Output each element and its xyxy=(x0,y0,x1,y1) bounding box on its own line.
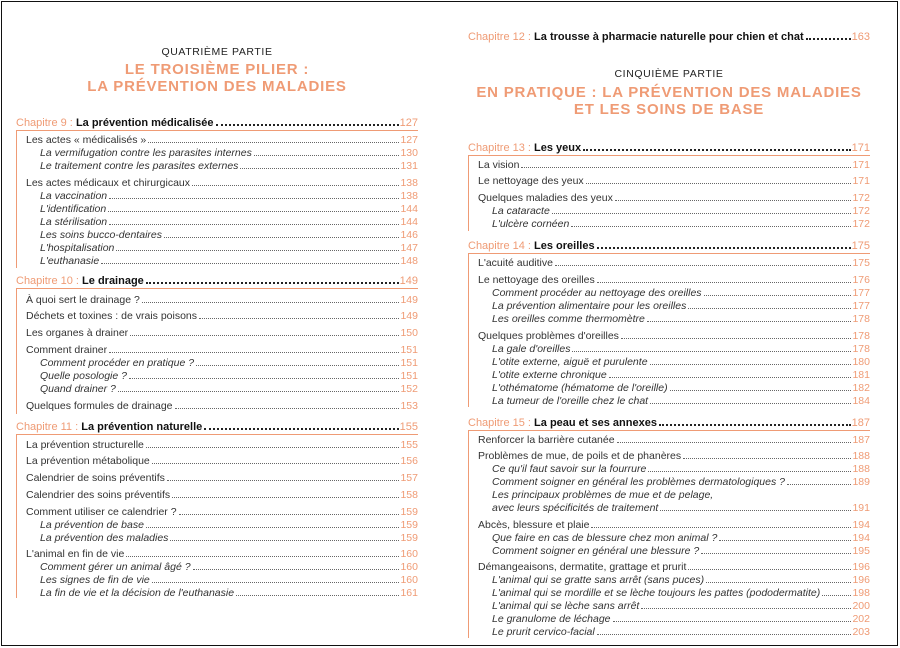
entry-text: La cataracte xyxy=(492,205,550,217)
toc-entry[interactable] xyxy=(16,326,418,339)
toc-subentry[interactable] xyxy=(16,531,418,544)
entry-text: Les oreilles comme thermomètre xyxy=(492,313,645,325)
part-title-line: LA PRÉVENTION DES MALADIES xyxy=(87,78,347,95)
chapter-number: Chapitre 13 : xyxy=(468,142,531,154)
leader-dots xyxy=(704,295,852,296)
page-number: 182 xyxy=(852,382,870,394)
page-number: 176 xyxy=(852,274,870,286)
page-number: 171 xyxy=(852,175,870,187)
toc-entry[interactable] xyxy=(468,518,870,531)
page-number: 127 xyxy=(400,134,418,146)
page-number: 172 xyxy=(852,218,870,230)
toc-entry[interactable] xyxy=(16,454,418,467)
page-number: 175 xyxy=(851,240,870,252)
leader-dots xyxy=(146,282,399,284)
toc-subentry[interactable] xyxy=(16,369,418,382)
part-label: CINQUIÈME PARTIE xyxy=(614,68,724,80)
leader-dots xyxy=(196,365,399,366)
leader-dots xyxy=(254,155,400,156)
page-number: 144 xyxy=(400,216,418,228)
page-number: 150 xyxy=(400,327,418,339)
part-title-line: EN PRATIQUE : LA PRÉVENTION DES MALADIES xyxy=(476,84,862,101)
chapter-title: Le drainage xyxy=(82,275,144,287)
page-number: 194 xyxy=(852,519,870,531)
entry-text: Ce qu'il faut savoir sur la fourrure xyxy=(492,463,647,475)
leader-dots xyxy=(152,582,400,583)
toc-subentry[interactable] xyxy=(16,518,418,531)
chapter-number: Chapitre 14 : xyxy=(468,240,531,252)
toc-entry[interactable] xyxy=(16,505,418,518)
entry-text: avec leurs spécificités de traitement xyxy=(492,502,659,514)
page-number: 159 xyxy=(400,506,418,518)
page-number: 195 xyxy=(852,545,870,557)
entry-text: Comment drainer xyxy=(26,344,108,356)
chapter-rule xyxy=(16,288,418,289)
toc-subentry[interactable] xyxy=(468,381,870,394)
entry-text: Comment procéder au nettoyage des oreilles xyxy=(492,287,702,299)
entry-text: Comment utiliser ce calendrier ? xyxy=(26,506,177,518)
entry-text: La vision xyxy=(478,159,520,171)
leader-dots xyxy=(650,364,852,365)
entry-text: L'hospitalisation xyxy=(40,242,115,254)
leader-dots xyxy=(175,408,400,409)
chapter-rule xyxy=(16,130,418,131)
toc-entry[interactable] xyxy=(468,273,870,286)
entry-text: Le prurit cervico-facial xyxy=(492,626,595,638)
entry-text: L'acuité auditive xyxy=(478,257,553,269)
chapter-title: La trousse à pharmacie naturelle pour chien et chat xyxy=(534,31,804,43)
page-number: 155 xyxy=(399,421,418,433)
leader-dots xyxy=(701,553,851,554)
page-number: 194 xyxy=(852,532,870,544)
entry-text: Le nettoyage des yeux xyxy=(478,175,584,187)
chapter-rule xyxy=(468,430,870,431)
page-number: 161 xyxy=(400,587,418,599)
leader-dots xyxy=(591,527,851,528)
toc-subentry[interactable] xyxy=(468,501,870,514)
leader-dots xyxy=(521,167,851,168)
leader-dots xyxy=(170,540,399,541)
leader-dots xyxy=(172,497,399,498)
page-number: 146 xyxy=(400,229,418,241)
entry-text: Les principaux problèmes de mue et de pelage, xyxy=(492,489,714,501)
page-number: 144 xyxy=(400,203,418,215)
page-number: 151 xyxy=(400,357,418,369)
entry-text: Démangeaisons, dermatite, grattage et prurit xyxy=(478,561,687,573)
chapter-number: Chapitre 12 : xyxy=(468,31,531,43)
chapter-number: Chapitre 11 : xyxy=(16,421,79,433)
chapter-rule xyxy=(468,155,870,156)
toc-subentry[interactable] xyxy=(468,217,870,230)
page-number: 175 xyxy=(852,257,870,269)
entry-text: L'euthanasie xyxy=(40,255,100,267)
toc-entry[interactable] xyxy=(16,399,418,412)
entry-text: L'animal qui se gratte sans arrêt (sans puces) xyxy=(492,574,705,586)
toc-subentry[interactable] xyxy=(468,286,870,299)
leader-dots xyxy=(670,390,852,391)
leader-dots xyxy=(109,352,399,353)
entry-text: La prévention de base xyxy=(40,519,144,531)
leader-dots xyxy=(615,200,852,201)
leader-dots xyxy=(650,403,851,404)
entry-text: Quelques formules de drainage xyxy=(26,400,173,412)
page-number: 127 xyxy=(399,117,418,129)
entry-text: Abcès, blessure et plaie xyxy=(478,519,590,531)
page-number: 184 xyxy=(852,395,870,407)
toc-subentry[interactable] xyxy=(468,599,870,612)
page-number: 198 xyxy=(852,587,870,599)
toc-subentry[interactable] xyxy=(16,146,418,159)
leader-dots xyxy=(129,378,399,379)
page-number: 191 xyxy=(852,502,870,514)
entry-text: Comment gérer un animal âgé ? xyxy=(40,561,191,573)
entry-text: Quelle posologie ? xyxy=(40,370,127,382)
leader-dots xyxy=(152,463,400,464)
toc-entry[interactable] xyxy=(16,176,418,189)
page-number: 156 xyxy=(400,455,418,467)
leader-dots xyxy=(118,391,400,392)
page-number: 187 xyxy=(852,434,870,446)
entry-text: Les organes à drainer xyxy=(26,327,129,339)
leader-dots xyxy=(688,569,851,570)
leader-dots xyxy=(572,351,851,352)
part-title xyxy=(468,84,870,118)
page-number: 178 xyxy=(852,343,870,355)
chapter-heading[interactable] xyxy=(468,141,870,154)
page-number: 157 xyxy=(400,472,418,484)
part-title xyxy=(16,61,418,95)
entry-text: L'animal en fin de vie xyxy=(26,548,125,560)
page-number: 172 xyxy=(852,192,870,204)
chapter-number: Chapitre 10 : xyxy=(16,275,79,287)
page-number: 200 xyxy=(852,600,870,612)
toc-entry[interactable] xyxy=(468,174,870,187)
page-number: 158 xyxy=(400,489,418,501)
entry-text: L'otite externe, aiguë et purulente xyxy=(492,356,648,368)
page-number: 152 xyxy=(400,383,418,395)
entry-text: La vermifugation contre les parasites internes xyxy=(40,147,252,159)
leader-dots xyxy=(597,247,851,249)
chapter-heading[interactable] xyxy=(16,116,418,129)
chapter-title: Les oreilles xyxy=(534,240,595,252)
leader-dots xyxy=(597,634,852,635)
entry-text: Les actes « médicalisés » xyxy=(26,134,147,146)
leader-dots xyxy=(101,263,399,264)
page-number: 177 xyxy=(852,287,870,299)
page-number: 171 xyxy=(851,142,870,154)
chapter-heading[interactable] xyxy=(468,30,870,43)
leader-dots xyxy=(787,484,851,485)
entry-text: À quoi sert le drainage ? xyxy=(26,294,140,306)
page-number: 189 xyxy=(852,476,870,488)
leader-dots xyxy=(179,514,400,515)
toc-entry[interactable] xyxy=(16,133,418,146)
toc-subentry[interactable] xyxy=(16,215,418,228)
entry-text: L'animal qui se mordille et se lèche toujours les pattes (pododermatite) xyxy=(492,587,821,599)
leader-dots xyxy=(683,458,851,459)
leader-dots xyxy=(552,213,852,214)
page-number: 148 xyxy=(400,255,418,267)
toc-subentry[interactable] xyxy=(16,228,418,241)
page-number: 188 xyxy=(852,463,870,475)
page-number: 188 xyxy=(852,450,870,462)
toc-subentry[interactable] xyxy=(16,202,418,215)
entry-text: L'othématome (hématome de l'oreille) xyxy=(492,382,668,394)
toc-entry[interactable] xyxy=(468,256,870,269)
right-page xyxy=(468,2,870,645)
toc-entry[interactable] xyxy=(468,560,870,573)
chapter-title: La prévention médicalisée xyxy=(75,117,214,129)
entry-text: Quelques problèmes d'oreilles xyxy=(478,330,619,342)
toc-subentry[interactable] xyxy=(16,573,418,586)
leader-dots xyxy=(199,318,399,319)
toc-entry[interactable] xyxy=(16,293,418,306)
leader-dots xyxy=(126,556,399,557)
toc-subentry[interactable] xyxy=(468,586,870,599)
entry-text: Quand drainer ? xyxy=(40,383,116,395)
toc-entry[interactable] xyxy=(468,433,870,446)
page-number: 159 xyxy=(400,519,418,531)
leader-dots xyxy=(109,198,399,199)
chapter-heading[interactable] xyxy=(468,416,870,429)
leader-dots xyxy=(583,149,851,151)
toc-subentry[interactable] xyxy=(16,560,418,573)
toc-subentry[interactable] xyxy=(468,394,870,407)
toc-entry[interactable] xyxy=(16,343,418,356)
toc-entry[interactable] xyxy=(16,471,418,484)
toc-subentry[interactable] xyxy=(468,355,870,368)
leader-dots xyxy=(660,510,851,511)
part-label: QUATRIÈME PARTIE xyxy=(161,46,273,58)
page-number: 138 xyxy=(400,177,418,189)
entry-text: L'otite externe chronique xyxy=(492,369,607,381)
leader-dots xyxy=(648,471,851,472)
chapter-title: Les yeux xyxy=(534,142,582,154)
toc-subentry[interactable] xyxy=(16,241,418,254)
toc-subentry[interactable] xyxy=(468,204,870,217)
entry-text: Le nettoyage des oreilles xyxy=(478,274,595,286)
toc-subentry[interactable] xyxy=(468,462,870,475)
page-number: 149 xyxy=(399,275,418,287)
leader-dots xyxy=(130,335,399,336)
entry-text: Que faire en cas de blessure chez mon animal ? xyxy=(492,532,718,544)
page-number: 160 xyxy=(400,574,418,586)
entry-text: Les signes de fin de vie xyxy=(40,574,150,586)
entry-text: La gale d'oreilles xyxy=(492,343,571,355)
page-number: 151 xyxy=(400,370,418,382)
page-number: 160 xyxy=(400,548,418,560)
toc-entry[interactable] xyxy=(16,309,418,322)
chapter-title: La peau et ses annexes xyxy=(534,417,657,429)
leader-dots xyxy=(555,265,851,266)
entry-text: La fin de vie et la décision de l'euthanasie xyxy=(40,587,235,599)
part-title-line: ET LES SOINS DE BASE xyxy=(573,101,765,118)
toc-subentry[interactable] xyxy=(468,489,870,501)
page-number: 172 xyxy=(852,205,870,217)
leader-dots xyxy=(719,540,851,541)
leader-dots xyxy=(617,442,852,443)
leader-dots xyxy=(609,377,852,378)
toc-entry[interactable] xyxy=(468,449,870,462)
page-number: 151 xyxy=(400,344,418,356)
page-number: 178 xyxy=(852,313,870,325)
toc-entry[interactable] xyxy=(468,329,870,342)
toc-subentry[interactable] xyxy=(16,382,418,395)
toc-entry[interactable] xyxy=(16,547,418,560)
entry-text: Comment soigner en général les problèmes dermatologiques ? xyxy=(492,476,785,488)
toc-subentry[interactable] xyxy=(16,189,418,202)
page-number: 163 xyxy=(851,31,870,43)
toc-subentry[interactable] xyxy=(468,299,870,312)
page-number: 147 xyxy=(400,242,418,254)
leader-dots xyxy=(586,183,852,184)
leader-dots xyxy=(571,226,851,227)
leader-dots xyxy=(164,237,399,238)
leader-dots xyxy=(148,142,399,143)
entry-text: La prévention métabolique xyxy=(26,455,150,467)
page-number: 153 xyxy=(400,400,418,412)
chapter-heading[interactable] xyxy=(16,274,418,287)
entry-text: Les soins bucco-dentaires xyxy=(40,229,162,241)
chapter-heading[interactable] xyxy=(16,420,418,433)
toc-subentry[interactable] xyxy=(468,612,870,625)
entry-text: L'identification xyxy=(40,203,107,215)
toc-entry[interactable] xyxy=(16,438,418,451)
toc-entry[interactable] xyxy=(16,488,418,501)
entry-text: La prévention structurelle xyxy=(26,439,144,451)
page-number: 178 xyxy=(852,330,870,342)
toc-subentry[interactable] xyxy=(16,586,418,599)
entry-text: Le granulome de léchage xyxy=(492,613,611,625)
toc-subentry[interactable] xyxy=(468,368,870,381)
chapter-number: Chapitre 9 : xyxy=(16,117,73,129)
page-number: 131 xyxy=(400,160,418,172)
leader-dots xyxy=(192,185,399,186)
leader-dots xyxy=(167,480,400,481)
toc-subentry[interactable] xyxy=(16,356,418,369)
leader-dots xyxy=(236,595,399,596)
page-number: 181 xyxy=(852,369,870,381)
page-number: 180 xyxy=(852,356,870,368)
entry-text: Comment soigner en général une blessure ? xyxy=(492,545,700,557)
toc-subentry[interactable] xyxy=(468,544,870,557)
leader-dots xyxy=(659,424,851,426)
chapter-heading[interactable] xyxy=(468,239,870,252)
leader-dots xyxy=(240,168,399,169)
entry-text: La vaccination xyxy=(40,190,108,202)
entry-text: Comment procéder en pratique ? xyxy=(40,357,195,369)
entry-text: L'animal qui se lèche sans arrêt xyxy=(492,600,640,612)
page-number: 159 xyxy=(400,532,418,544)
page-number: 171 xyxy=(852,159,870,171)
page-number: 130 xyxy=(400,147,418,159)
entry-text: L'ulcère cornéen xyxy=(492,218,570,230)
leader-dots xyxy=(108,211,399,212)
page-number: 202 xyxy=(852,613,870,625)
toc-subentry[interactable] xyxy=(468,475,870,488)
entry-text: Le traitement contre les parasites externes xyxy=(40,160,239,172)
entry-text: Calendrier de soins préventifs xyxy=(26,472,165,484)
chapter-title: La prévention naturelle xyxy=(81,421,203,433)
page-number: 160 xyxy=(400,561,418,573)
toc-subentry[interactable] xyxy=(468,625,870,638)
page-number: 187 xyxy=(851,417,870,429)
leader-dots xyxy=(204,428,398,430)
entry-text: Problèmes de mue, de poils et de phanères xyxy=(478,450,682,462)
leader-dots xyxy=(647,321,852,322)
leader-dots xyxy=(193,569,400,570)
page-number: 196 xyxy=(852,574,870,586)
entry-text: La stérilisation xyxy=(40,216,108,228)
leader-dots xyxy=(597,282,852,283)
part-title-line: LE TROISIÈME PILIER : xyxy=(124,61,310,78)
chapter-rule xyxy=(468,253,870,254)
leader-dots xyxy=(822,595,851,596)
entry-text: La prévention alimentaire pour les oreilles xyxy=(492,300,687,312)
toc-entry[interactable] xyxy=(468,158,870,171)
page-number: 177 xyxy=(852,300,870,312)
toc-subentry[interactable] xyxy=(16,159,418,172)
page-number: 138 xyxy=(400,190,418,202)
leader-dots xyxy=(146,527,400,528)
leader-dots xyxy=(116,250,399,251)
toc-subentry[interactable] xyxy=(468,531,870,544)
page-number: 149 xyxy=(400,294,418,306)
leader-dots xyxy=(806,38,851,40)
leader-dots xyxy=(613,621,852,622)
toc-subentry[interactable] xyxy=(468,342,870,355)
toc-entry[interactable] xyxy=(468,191,870,204)
leader-dots xyxy=(142,302,400,303)
book-spread xyxy=(1,1,898,646)
entry-text: Déchets et toxines : de vrais poisons xyxy=(26,310,198,322)
chapter-rule xyxy=(16,434,418,435)
page-number: 149 xyxy=(400,310,418,322)
page-number: 203 xyxy=(852,626,870,638)
leader-dots xyxy=(216,124,399,126)
toc-subentry[interactable] xyxy=(16,254,418,267)
entry-text: La tumeur de l'oreille chez le chat xyxy=(492,395,649,407)
entry-text: Les actes médicaux et chirurgicaux xyxy=(26,177,190,189)
left-page xyxy=(16,2,418,645)
entry-text: Renforcer la barrière cutanée xyxy=(478,434,615,446)
toc-subentry[interactable] xyxy=(468,573,870,586)
entry-text: La prévention des maladies xyxy=(40,532,169,544)
entry-text: Calendrier des soins préventifs xyxy=(26,489,171,501)
chapter-number: Chapitre 15 : xyxy=(468,417,531,429)
page-number: 155 xyxy=(400,439,418,451)
leader-dots xyxy=(641,608,851,609)
toc-subentry[interactable] xyxy=(468,312,870,325)
leader-dots xyxy=(706,582,851,583)
leader-dots xyxy=(621,338,852,339)
page-number: 196 xyxy=(852,561,870,573)
leader-dots xyxy=(109,224,399,225)
entry-text: Quelques maladies des yeux xyxy=(478,192,613,204)
leader-dots xyxy=(146,447,400,448)
leader-dots xyxy=(688,308,851,309)
